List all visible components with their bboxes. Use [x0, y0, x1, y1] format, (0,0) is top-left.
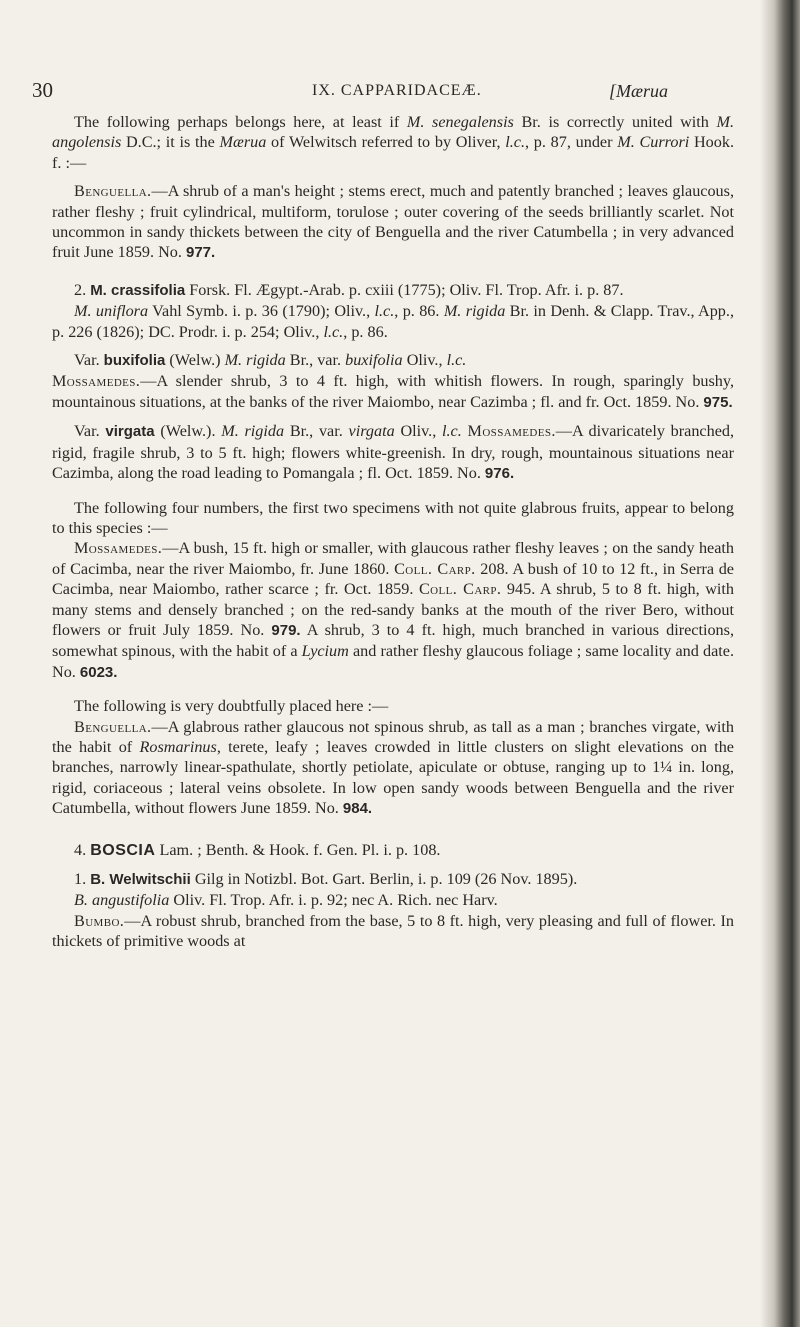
locality: Benguella. — [74, 717, 152, 736]
genus-entry-boscia: 4. BOSCIA Lam. ; Benth. & Hook. f. Gen. Pl. i. p. 108. — [74, 840, 441, 859]
page-body — [52, 112, 734, 952]
specimen-number: 975. — [703, 393, 733, 411]
species-name: B. Welwitschii — [90, 871, 191, 888]
paragraph-doubtful: The following is very doubtfully placed here :— — [74, 697, 389, 716]
specimen-number: 984. — [342, 800, 373, 818]
page-edge-shadow — [760, 0, 800, 1327]
paragraph-following-four: The following four numbers, the first two specimens with not quite glabrous fruits, appear to belong to this species :— — [52, 498, 734, 537]
page-number: 30 — [32, 78, 53, 102]
specimen-number: 979. — [271, 621, 301, 639]
paragraph-mossamedes: Mossamedes.—A bush, 15 ft. high or smaller, with glaucous rather fleshy leaves ; on the sandy heath of Cacimba, near the river Maiombo, fr. June 1860. Coll. Carp. 208. A bush of 10 to 12 ft., in Serra de Cacimba, near Maiombo, rather scarce ; fr. Oct. 1859. Coll. Carp. 945. A shrub, 5 to 8 ft. high, with many stems and densely branched ; on the red-sandy banks at the mouth of the river Bero, without flowers or fruit July 1859. No. 979. A shrub, 3 to 4 ft. high, much branched in various directions, somewhat spinous, with the habit of a Lycium and rather fleshy glaucous foliage ; same locality and date. No. 6023. — [52, 539, 735, 681]
locality: Mossamedes. — [52, 372, 141, 391]
locality: Benguella. — [74, 182, 152, 201]
paragraph-benguella-2: Benguella.—A glabrous rather glaucous not spinous shrub, as tall as a man ; branches virgate, with the habit of Rosmarinus, terete, leafy ; leaves crowded in little clusters on slight elevations on the branches, narrowly linear-spathulate, shortly petiolate, apiculate or obtuse, ranging up to 1¼ in. long, rigid, coriaceous ; lateral veins obsolete. In low open sandy woods between Benguella and the river Catumbella, without flowers June 1859. No. 984. — [52, 717, 734, 818]
paragraph-synonym-boscia: B. angustifolia Oliv. Fl. Trop. Afr. i. p. 92; nec A. Rich. nec Harv. — [74, 891, 498, 910]
page-edge-line — [768, 0, 770, 1327]
variety-name: buxifolia — [103, 352, 166, 370]
species-entry-welwitschii: 1. B. Welwitschii Gilg in Notizbl. Bot. Gart. Berlin, i. p. 109 (26 Nov. 1895). — [74, 870, 578, 888]
specimen-number: 6023. — [79, 663, 118, 681]
variety-buxifolia: Var. buxifolia (Welw.) M. rigida Br., var. buxifolia Oliv., l.c. Mossamedes.—A slender shrub, 3 to 4 ft. high, with whitish flowers. In rough, sparingly bushy, mountainous situations, at the banks of the river Maiombo, near Cazimba ; fl. and fr. Oct. 1859. No. 975. — [52, 351, 734, 411]
paragraph-intro: The following perhaps belongs here, at least if M. senegalensis Br. is correctly united with M. angolensis D.C.; it is the Mærua of Welwitsch referred to by Oliver, l.c., p. 87, under M. Currori Hook. f. :— — [52, 113, 735, 172]
species-entry-crassifolia: 2. M. crassifolia Forsk. Fl. Ægypt.-Arab. p. cxiii (1775); Oliv. Fl. Trop. Afr. i. p. 87. — [74, 280, 624, 299]
locality: Mossamedes. — [74, 539, 163, 558]
specimen-number: 976. — [484, 465, 515, 483]
locality: Bumbo. — [74, 911, 125, 930]
paragraph-bumbo: Bumbo.—A robust shrub, branched from the base, 5 to 8 ft. high, very pleasing and full of flower. In thickets of primitive woods at — [52, 911, 734, 951]
variety-virgata: Var. virgata (Welw.). M. rigida Br., var. virgata Oliv., l.c. Mossamedes.—A divaricately branched, rigid, fragile shrub, 3 to 5 ft. high; flowers white-greenish. In dry, rough, mountainous situations near Cazimba, along the road leading to Pomangala ; fl. Oct. 1859. No. 976. — [52, 422, 735, 483]
paragraph-synonyms: M. uniflora Vahl Symb. i. p. 36 (1790); Oliv., l.c., p. 86. M. rigida Br. in Denh. & Clapp. Trav., App., p. 226 (1826); DC. Prodr. i. p. 254; Oliv., l.c., p. 86. — [52, 302, 734, 341]
chapter-title: IX. CAPPARIDACEÆ. — [312, 82, 482, 99]
variety-name: virgata — [105, 423, 155, 441]
locality: Mossamedes. — [467, 422, 556, 441]
page-header — [0, 78, 800, 106]
species-name: M. crassifolia — [90, 281, 186, 299]
specimen-number: 977. — [185, 244, 216, 262]
running-title: [Mærua — [609, 81, 669, 101]
genus-name: BOSCIA — [90, 841, 156, 859]
paragraph-benguella: Benguella.—A shrub of a man's height ; stems erect, much and patently branched ; leaves glaucous, rather fleshy ; fruit cylindrical, multiform, torulose ; outer covering of the seeds brilliantly scarlet. Not uncommon in sandy thickets between the city of Benguella and the river Catumbella ; in very advanced fruit June 1859. No. 977. — [52, 182, 734, 262]
